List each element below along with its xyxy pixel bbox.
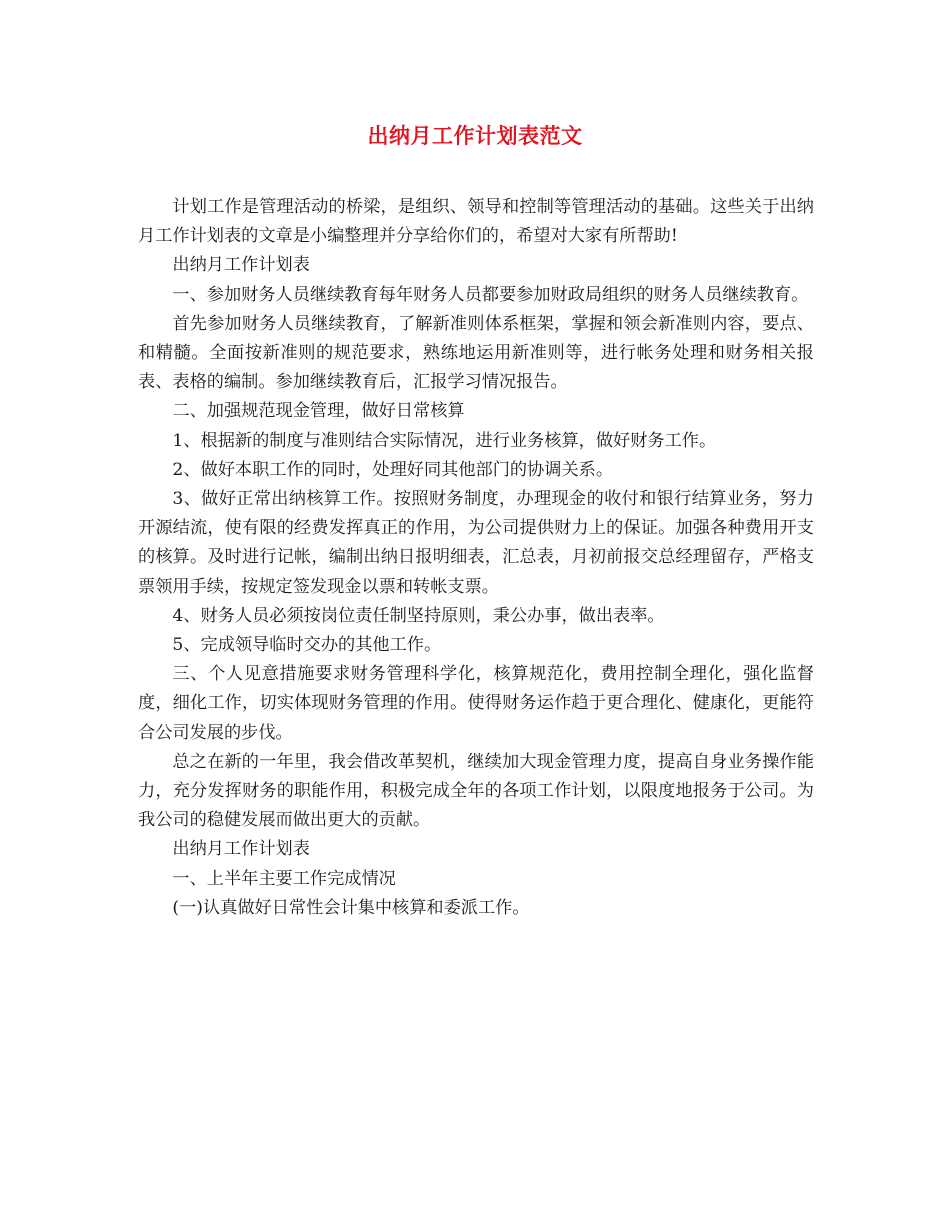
document-body	[138, 193, 814, 923]
paragraph: 一、上半年主要工作完成情况	[172, 868, 396, 889]
paragraph: 4、财务人员必须按岗位责任制坚持原则，秉公办事，做出表率。	[172, 605, 665, 626]
paragraph: 三、个人见意措施要求财务管理科学化，核算规范化，费用控制全理化，强化监督度，细化工作，切实体现财务管理的作用。使得财务运作趋于更合理化、健康化，更能符合公司发展的步伐。	[138, 664, 814, 743]
paragraph: (一)认真做好日常性会计集中核算和委派工作。	[172, 897, 530, 918]
section-heading: 出纳月工作计划表	[172, 255, 310, 276]
paragraph: 1、根据新的制度与准则结合实际情况，进行业务核算，做好财务工作。	[172, 430, 717, 451]
document-title: 出纳月工作计划表范文	[367, 123, 583, 148]
paragraph-intro: 计划工作是管理活动的桥梁，是组织、领导和控制等管理活动的基础。这些关于出纳月工作计划表的文章是小编整理并分享给你们的，希望对大家有所帮助!	[138, 197, 814, 247]
paragraph: 2、做好本职工作的同时，处理好同其他部门的协调关系。	[172, 459, 614, 480]
section-heading: 出纳月工作计划表	[172, 839, 310, 860]
paragraph: 3、做好正常出纳核算工作。按照财务制度，办理现金的收付和银行结算业务，努力开源结流，使有限的经费发挥真正的作用，为公司提供财力上的保证。加强各种费用开支的核算。及时进行记帐，编制出纳日报明细表，汇总表，月初前报交总经理留存，严格支票领用手续，按规定签发现金以票和转帐支票。	[138, 489, 814, 597]
paragraph: 二、加强规范现金管理，做好日常核算	[172, 401, 465, 422]
paragraph: 5、完成领导临时交办的其他工作。	[172, 635, 442, 656]
paragraph: 首先参加财务人员继续教育，了解新准则体系框架，掌握和领会新准则内容，要点、和精髓。全面按新准则的规范要求，熟练地运用新准则等，进行帐务处理和财务相关报表、表格的编制。参加继续教育后，汇报学习情况报告。	[138, 313, 814, 393]
paragraph: 一、参加财务人员继续教育每年财务人员都要参加财政局组织的财务人员继续教育。	[172, 284, 809, 305]
paragraph: 总之在新的一年里，我会借改革契机，继续加大现金管理力度，提高自身业务操作能力，充分发挥财务的职能作用，积极完成全年的各项工作计划，以限度地报务于公司。为我公司的稳健发展而做出更大的贡献。	[138, 751, 814, 831]
